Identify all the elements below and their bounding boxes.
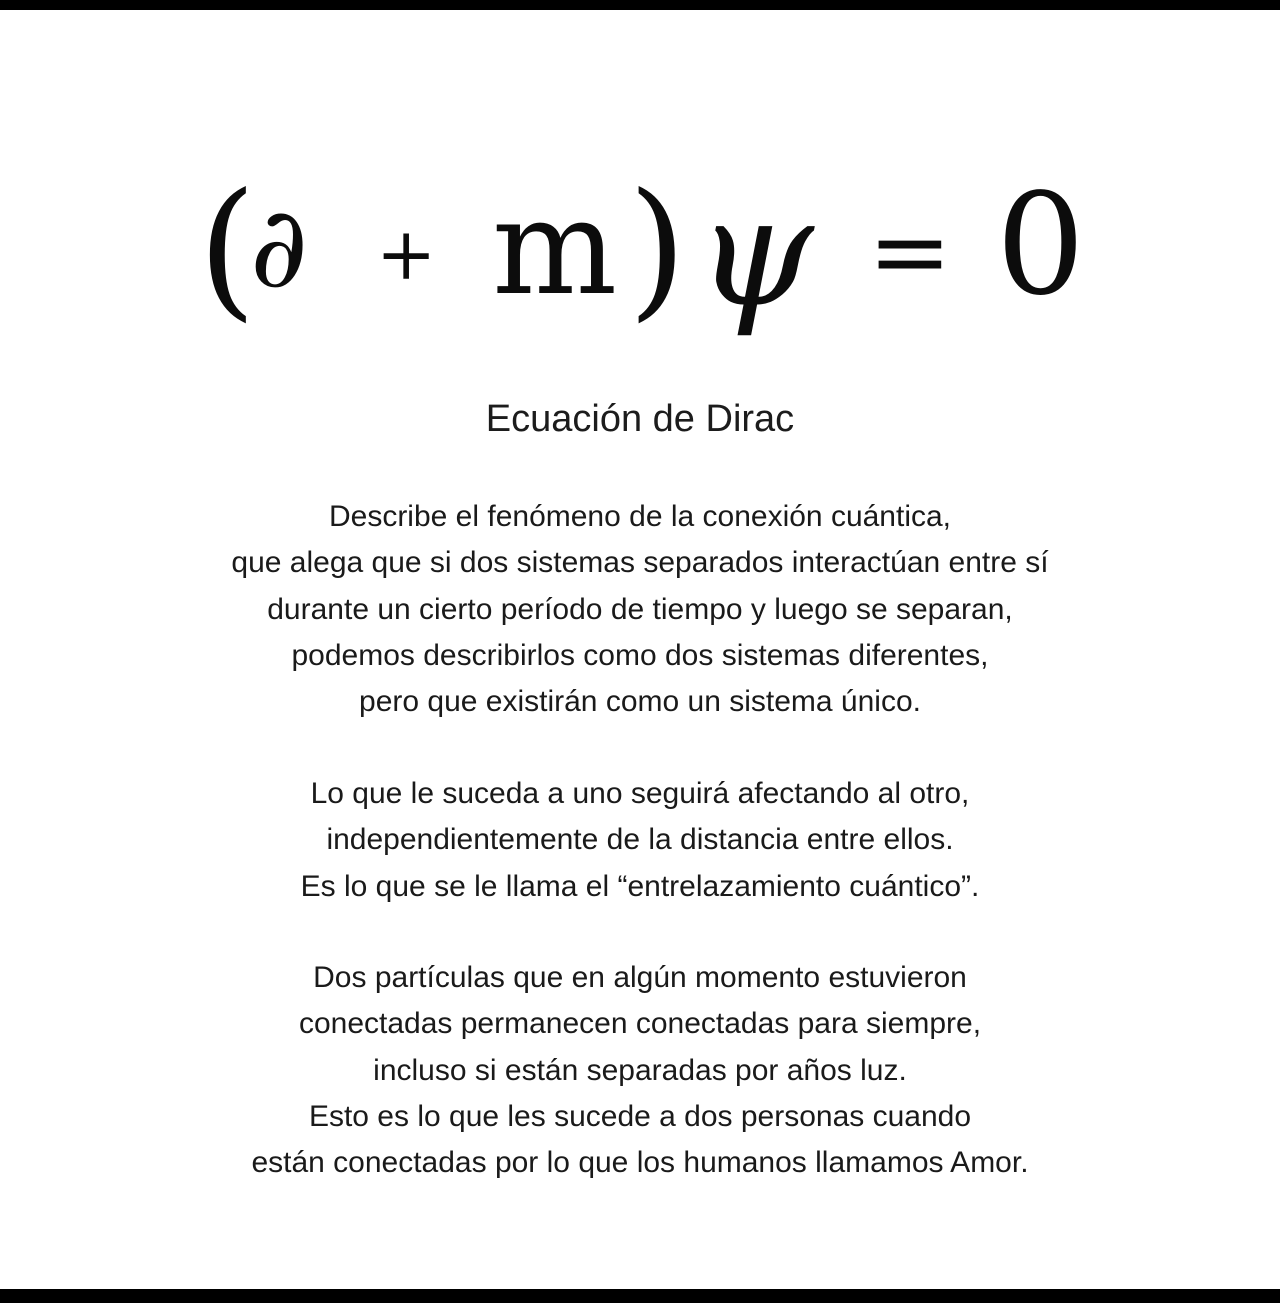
paragraph-line: que alega que si dos sistemas separados interactúan entre sí [231,546,1049,580]
equation-plus-sign: + [376,212,437,296]
equation-psi-symbol: ψ [696,166,814,340]
paragraph-line: Describe el fenómeno de la conexión cuántica, [328,500,952,533]
paragraph-line: Lo que le suceda a uno seguirá afectando al otro, [310,777,970,810]
equation-open-paren: ( [198,162,257,336]
paragraph-line: podemos describirlos como dos sistemas diferentes, [291,638,989,672]
paragraph-line: Dos partículas que en algún momento estuvieron [313,961,967,994]
paragraph-entanglement [0,771,1280,910]
paragraph-love [0,955,1280,1186]
paragraph-line: durante un cierto período de tiempo y luego se separan, [267,592,1013,626]
equation-equals-sign: = [868,193,952,310]
top-border [0,0,1280,10]
paragraph-line: Es lo que se le llama el “entrelazamiento cuántico”. [300,869,980,903]
paragraph-line: pero que existirán como un sistema único. [359,685,921,719]
equation-zero: 0 [996,164,1086,327]
paragraph-line: Esto es lo que les sucede a dos personas cuando [308,1099,972,1133]
paragraph-quantum-connection [0,494,1280,725]
paragraph-line: incluso si están separadas por años luz. [373,1053,907,1087]
page-title: Ecuación de Dirac [485,398,795,440]
dirac-equation [0,150,1280,350]
paragraph-line: están conectadas por lo que los humanos llamamos Amor. [251,1146,1029,1180]
bottom-border [0,1289,1280,1303]
equation-partial-symbol: ∂ [250,183,308,313]
equation-close-paren: ) [628,162,687,336]
equation-mass-symbol: m [492,171,618,325]
paragraph-line: independientemente de la distancia entre ellos. [326,823,954,857]
paragraph-line: conectadas permanecen conectadas para siempre, [298,1007,982,1041]
